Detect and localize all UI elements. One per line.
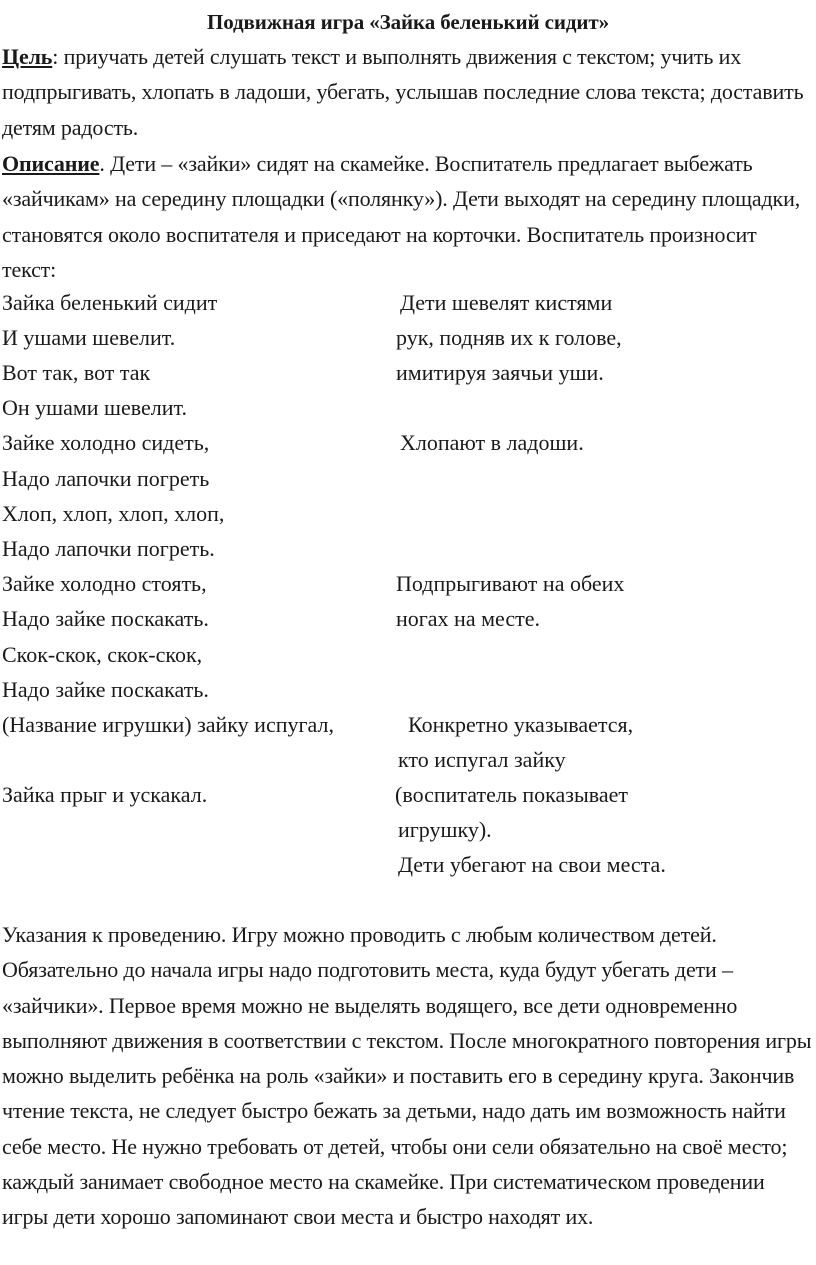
action-line: Хлопают в ладоши. <box>400 430 584 455</box>
action-line: Конкретно указывается, <box>408 712 634 737</box>
goal-label: Цель <box>2 44 53 69</box>
action-line: Дети шевелят кистями <box>400 290 613 315</box>
lyric-line: Зайка беленький сидит <box>2 290 218 315</box>
document-title: Подвижная игра «Зайка беленький сидит» <box>206 10 610 34</box>
goal-text: : приучать детей слушать текст и выполнять движения с текстом; учить их подпрыгивать, хлопать в ладоши, убегать, услышав последние слова текста; доставить детям радость. <box>2 44 804 140</box>
action-line: ногах на месте. <box>396 606 540 631</box>
lyric-line: (Название игрушки) зайку испугал, <box>2 712 334 737</box>
description-paragraph <box>2 146 814 287</box>
lyric-line: Вот так, вот так <box>2 360 151 385</box>
lyric-line: Зайка прыг и ускакал. <box>2 782 208 807</box>
action-line: (воспитатель показывает <box>395 782 628 807</box>
lyric-line: Зайке холодно сидеть, <box>2 430 210 455</box>
lyric-line: Он ушами шевелит. <box>2 395 188 420</box>
lyric-line: И ушами шевелит. <box>2 325 176 350</box>
action-line: рук, подняв их к голове, <box>396 325 622 350</box>
action-line: Дети убегают на свои места. <box>398 852 666 877</box>
lyric-line: Надо зайке поскакать. <box>2 677 209 702</box>
instructions-paragraph: Указания к проведению. Игру можно проводить с любым количеством детей. Обязательно до начала игры надо подготовить места, куда будут убегать дети – «зайчики». Первое время можно не выделять водящего, все дети одновременно выполняют движения в соответствии с текстом. После многократного повторения игры можно выделить ребёнка на роль «зайки» и поставить его в середину круга. Закончив чтение текста, не следует быстро бежать за детьми, надо дать им возможность найти себе место. Не нужно требовать от детей, чтобы они сели обязательно на своё место; каждый занимает свободное место на скамейке. При систематическом проведении игры дети хорошо запоминают свои места и быстро находят их. <box>2 922 812 1230</box>
goal-paragraph <box>2 39 814 145</box>
action-line: Подпрыгивают на обеих <box>396 571 625 596</box>
lyric-line: Надо лапочки погреть <box>2 466 210 491</box>
lyric-line: Надо лапочки погреть. <box>2 536 215 561</box>
description-label: Описание <box>2 151 100 176</box>
lyric-line: Хлоп, хлоп, хлоп, хлоп, <box>2 501 225 526</box>
action-line: имитируя заячьи уши. <box>396 360 604 385</box>
lyric-line: Надо зайке поскакать. <box>2 606 209 631</box>
action-line: кто испугал зайку <box>398 747 566 772</box>
action-line: игрушку). <box>398 817 492 842</box>
description-text: . Дети – «зайки» сидят на скамейке. Воспитатель предлагает выбежать «зайчикам» на середину площадки («полянку»). Дети выходят на середину площадки, становятся около воспитателя и приседают на корточки. Воспитатель произносит текст: <box>2 151 801 282</box>
lyric-line: Скок-скок, скок-скок, <box>2 642 203 667</box>
lyric-line: Зайке холодно стоять, <box>2 571 207 596</box>
